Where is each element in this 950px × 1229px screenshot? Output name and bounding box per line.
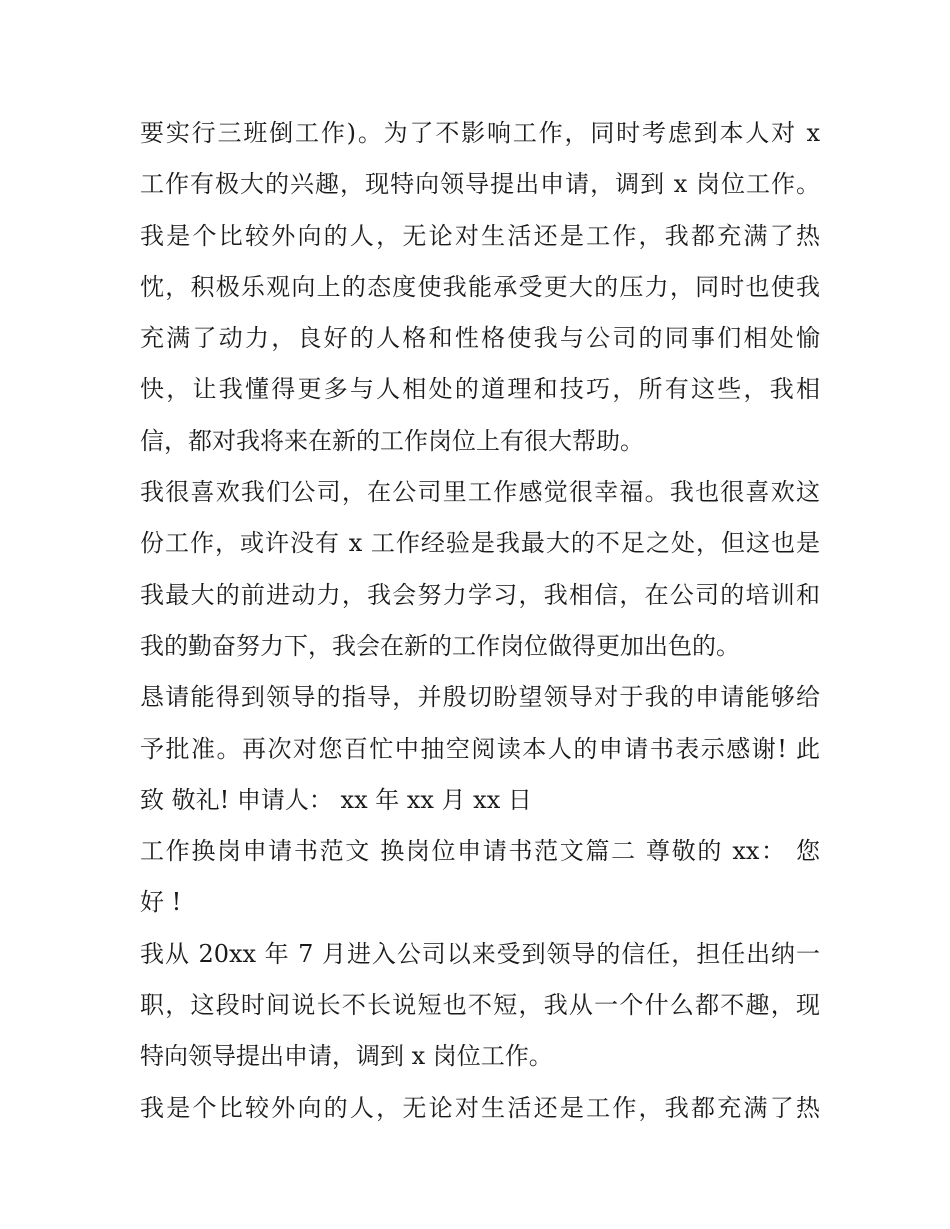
text-line: 充满了动力，良好的人格和性格使我与公司的同事们相处愉 bbox=[140, 324, 820, 353]
text-line: 职，这段时间说长不长说短也不短，我从一个什么都不趣，现 bbox=[140, 991, 820, 1020]
text-line: 我是个比较外向的人，无论对生活还是工作，我都充满了热 bbox=[140, 221, 820, 250]
text-line: 份工作，或许没有 x 工作经验是我最大的不足之处，但这也是 bbox=[140, 529, 820, 558]
text-line: 我最大的前进动力，我会努力学习，我相信，在公司的培训和 bbox=[140, 580, 820, 609]
text-line: 工作换岗申请书范文 换岗位申请书范文篇二 尊敬的 xx： 您 bbox=[140, 837, 820, 866]
text-line: 信，都对我将来在新的工作岗位上有很大帮助。 bbox=[140, 426, 644, 455]
text-line: 忱，积极乐观向上的态度使我能承受更大的压力，同时也使我 bbox=[140, 272, 820, 301]
text-line: 我很喜欢我们公司，在公司里工作感觉很幸福。我也很喜欢这 bbox=[140, 478, 820, 507]
document-body bbox=[140, 108, 820, 1134]
text-line: 致 敬礼! 申请人： xx 年 xx 月 xx 日 bbox=[140, 785, 532, 814]
text-line: 我从 20xx 年 7 月进入公司以来受到领导的信任，担任出纳一 bbox=[140, 939, 820, 968]
text-line: 好 ! bbox=[140, 888, 182, 917]
text-line: 我的勤奋努力下，我会在新的工作岗位做得更加出色的。 bbox=[140, 631, 740, 660]
text-line: 要实行三班倒工作)。为了不影响工作，同时考虑到本人对 x bbox=[140, 119, 820, 147]
text-line: 快，让我懂得更多与人相处的道理和技巧，所有这些，我相 bbox=[140, 375, 820, 404]
text-line: 工作有极大的兴趣，现特向领导提出申请，调到 x 岗位工作。 bbox=[140, 170, 820, 199]
text-line: 特向领导提出申请，调到 x 岗位工作。 bbox=[140, 1042, 553, 1071]
text-line: 恳请能得到领导的指导，并殷切盼望领导对于我的申请能够给 bbox=[140, 683, 820, 712]
text-line: 予批准。再次对您百忙中抽空阅读本人的申请书表示感谢! 此 bbox=[140, 734, 820, 763]
text-line: 我是个比较外向的人，无论对生活还是工作，我都充满了热 bbox=[140, 1093, 820, 1122]
